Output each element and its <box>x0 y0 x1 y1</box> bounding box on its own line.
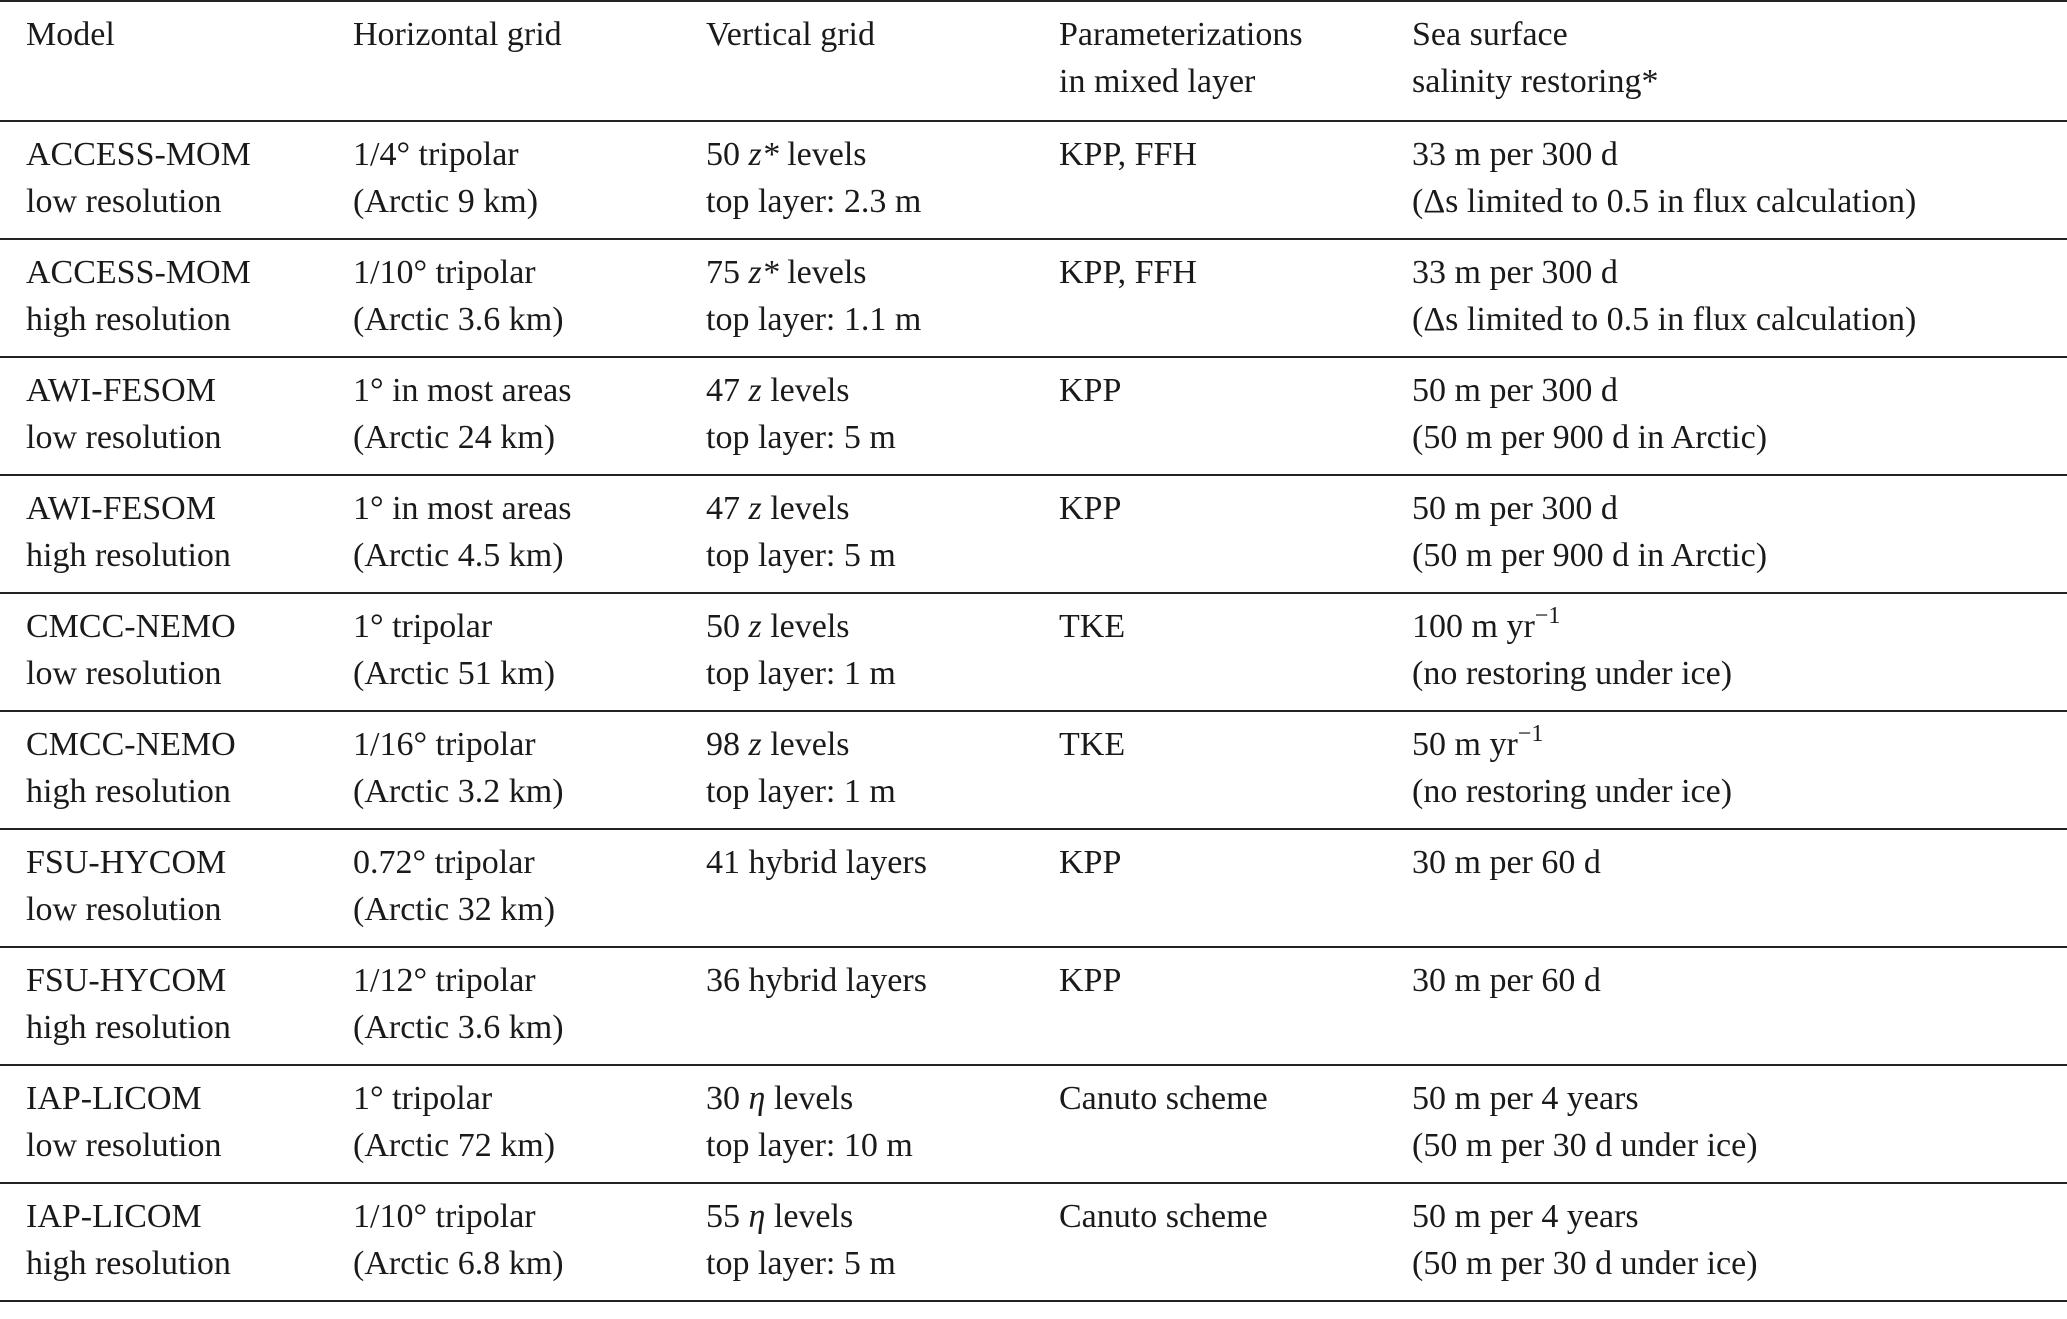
parameterization-value: KPP <box>1059 490 1122 527</box>
salinity-restoring-note: (50 m per 30 d under ice) <box>1412 1245 1758 1282</box>
model-cell <box>0 239 353 357</box>
horizontal-grid-cell <box>353 1065 706 1183</box>
model-resolution: low resolution <box>26 183 222 220</box>
vertical-level-count: 55 <box>706 1198 740 1235</box>
vertical-grid-cell <box>706 121 1059 239</box>
model-resolution: low resolution <box>26 655 222 692</box>
salinity-restoring-note: (50 m per 900 d in Arctic) <box>1412 537 1768 574</box>
vertical-grid-spec <box>706 485 1059 532</box>
table-row <box>0 593 2067 711</box>
horizontal-grid-arctic: (Arctic 6.8 km) <box>353 1245 564 1282</box>
horizontal-grid-spec: 1/12° tripolar <box>353 962 536 999</box>
salinity-rate-exponent: −1 <box>1534 602 1561 629</box>
vertical-grid-spec <box>706 1075 1059 1122</box>
model-name: IAP-LICOM <box>26 1198 202 1235</box>
vertical-level-count: 50 <box>706 136 740 173</box>
vertical-level-word: levels <box>770 372 850 409</box>
salinity-restoring-rate: 30 m per 60 d <box>1412 962 1601 999</box>
vertical-grid-spec <box>706 131 1059 178</box>
header-row <box>0 1 2067 121</box>
horizontal-grid-cell <box>353 947 706 1065</box>
parameterization-cell <box>1059 121 1412 239</box>
vertical-level-word: levels <box>787 136 867 173</box>
parameterization-value: Canuto scheme <box>1059 1080 1268 1117</box>
salinity-restoring-rate: 50 m per 300 d <box>1412 490 1618 527</box>
salinity-rate-base: 50 m yr <box>1412 726 1518 763</box>
salinity-restoring-rate: 50 m per 4 years <box>1412 1080 1639 1117</box>
salinity-restoring-cell <box>1412 711 2067 829</box>
vertical-top-layer: top layer: 1 m <box>706 773 896 810</box>
vertical-level-count: 47 <box>706 372 740 409</box>
model-resolution: high resolution <box>26 537 231 574</box>
vertical-grid-cell <box>706 239 1059 357</box>
vertical-level-word: levels <box>773 1080 854 1117</box>
parameterization-cell <box>1059 239 1412 357</box>
vertical-grid-spec: 36 hybrid layers <box>706 962 927 999</box>
salinity-restoring-rate <box>1412 721 2067 768</box>
salinity-restoring-cell <box>1412 593 2067 711</box>
model-cell <box>0 121 353 239</box>
horizontal-grid-cell <box>353 829 706 947</box>
vertical-coordinate-symbol: z <box>748 490 762 527</box>
model-resolution: high resolution <box>26 301 231 338</box>
vertical-level-word: levels <box>773 1198 854 1235</box>
salinity-rate-base: 100 m yr <box>1412 608 1535 645</box>
salinity-restoring-cell <box>1412 1065 2067 1183</box>
table-row <box>0 829 2067 947</box>
salinity-restoring-cell <box>1412 121 2067 239</box>
model-cell <box>0 1183 353 1301</box>
model-cell <box>0 593 353 711</box>
vertical-level-count: 30 <box>706 1080 740 1117</box>
horizontal-grid-arctic: (Arctic 4.5 km) <box>353 537 564 574</box>
header-salinity-restoring: Sea surface salinity restoring* <box>1412 16 1659 100</box>
vertical-level-count: 75 <box>706 254 740 291</box>
horizontal-grid-arctic: (Arctic 3.2 km) <box>353 773 564 810</box>
model-cell <box>0 475 353 593</box>
vertical-level-count: 50 <box>706 608 740 645</box>
table-row <box>0 1183 2067 1301</box>
horizontal-grid-cell <box>353 121 706 239</box>
model-cell <box>0 711 353 829</box>
model-resolution: high resolution <box>26 773 231 810</box>
vertical-coordinate-symbol: z* <box>748 136 779 173</box>
horizontal-grid-spec: 1/10° tripolar <box>353 1198 536 1235</box>
salinity-restoring-cell <box>1412 475 2067 593</box>
parameterization-cell <box>1059 1183 1412 1301</box>
vertical-grid-cell <box>706 357 1059 475</box>
parameterization-value: KPP <box>1059 844 1122 881</box>
vertical-top-layer: top layer: 5 m <box>706 419 896 456</box>
model-resolution: low resolution <box>26 891 222 928</box>
vertical-grid-cell <box>706 593 1059 711</box>
table-row <box>0 239 2067 357</box>
parameterization-value: Canuto scheme <box>1059 1198 1268 1235</box>
model-name: FSU-HYCOM <box>26 962 227 999</box>
model-cell <box>0 829 353 947</box>
model-name: ACCESS-MOM <box>26 254 251 291</box>
salinity-restoring-cell <box>1412 829 2067 947</box>
salinity-restoring-note: (no restoring under ice) <box>1412 773 1733 810</box>
parameterization-value: TKE <box>1059 608 1126 645</box>
model-cell <box>0 357 353 475</box>
horizontal-grid-spec: 1/4° tripolar <box>353 136 519 173</box>
salinity-restoring-note: (Δs limited to 0.5 in flux calculation) <box>1412 301 1917 338</box>
parameterization-value: KPP <box>1059 962 1122 999</box>
parameterization-cell <box>1059 593 1412 711</box>
horizontal-grid-arctic: (Arctic 9 km) <box>353 183 539 220</box>
horizontal-grid-cell <box>353 475 706 593</box>
parameterization-cell <box>1059 947 1412 1065</box>
parameterization-cell <box>1059 711 1412 829</box>
horizontal-grid-cell <box>353 357 706 475</box>
model-resolution: low resolution <box>26 1127 222 1164</box>
model-name: IAP-LICOM <box>26 1080 202 1117</box>
model-resolution: high resolution <box>26 1245 231 1282</box>
vertical-grid-cell <box>706 829 1059 947</box>
header-horizontal-grid: Horizontal grid <box>353 16 562 53</box>
salinity-restoring-rate: 33 m per 300 d <box>1412 254 1618 291</box>
vertical-coordinate-symbol: z <box>748 372 762 409</box>
salinity-restoring-cell <box>1412 239 2067 357</box>
vertical-level-word: levels <box>770 608 850 645</box>
horizontal-grid-spec: 1° tripolar <box>353 608 493 645</box>
salinity-restoring-note: (50 m per 900 d in Arctic) <box>1412 419 1768 456</box>
model-name: ACCESS-MOM <box>26 136 251 173</box>
model-name: FSU-HYCOM <box>26 844 227 881</box>
vertical-grid-cell <box>706 1183 1059 1301</box>
horizontal-grid-spec: 1° in most areas <box>353 372 572 409</box>
horizontal-grid-cell <box>353 711 706 829</box>
salinity-restoring-rate: 50 m per 4 years <box>1412 1198 1639 1235</box>
table-row <box>0 1065 2067 1183</box>
vertical-coordinate-symbol: η <box>748 1080 766 1117</box>
salinity-restoring-rate: 30 m per 60 d <box>1412 844 1601 881</box>
vertical-grid-spec: 41 hybrid layers <box>706 844 927 881</box>
table-row <box>0 121 2067 239</box>
horizontal-grid-spec: 1/16° tripolar <box>353 726 536 763</box>
vertical-level-word: levels <box>770 490 850 527</box>
model-name: CMCC-NEMO <box>26 608 236 645</box>
salinity-restoring-rate: 33 m per 300 d <box>1412 136 1618 173</box>
vertical-level-count: 47 <box>706 490 740 527</box>
horizontal-grid-arctic: (Arctic 3.6 km) <box>353 301 564 338</box>
table-row <box>0 947 2067 1065</box>
vertical-level-count: 98 <box>706 726 740 763</box>
vertical-grid-cell <box>706 1065 1059 1183</box>
salinity-restoring-note: (Δs limited to 0.5 in flux calculation) <box>1412 183 1917 220</box>
parameterization-cell <box>1059 1065 1412 1183</box>
salinity-restoring-note: (50 m per 30 d under ice) <box>1412 1127 1758 1164</box>
horizontal-grid-spec: 1° tripolar <box>353 1080 493 1117</box>
vertical-grid-spec <box>706 1193 1059 1240</box>
horizontal-grid-arctic: (Arctic 24 km) <box>353 419 556 456</box>
header-parameterizations: Parameterizations in mixed layer <box>1059 16 1303 100</box>
horizontal-grid-arctic: (Arctic 72 km) <box>353 1127 556 1164</box>
vertical-grid-spec <box>706 367 1059 414</box>
vertical-grid-cell <box>706 711 1059 829</box>
vertical-top-layer: top layer: 1.1 m <box>706 301 922 338</box>
model-name: AWI-FESOM <box>26 490 216 527</box>
table-row <box>0 357 2067 475</box>
vertical-level-word: levels <box>770 726 850 763</box>
horizontal-grid-arctic: (Arctic 32 km) <box>353 891 556 928</box>
salinity-restoring-cell <box>1412 357 2067 475</box>
table-row <box>0 475 2067 593</box>
vertical-top-layer: top layer: 1 m <box>706 655 896 692</box>
salinity-restoring-cell <box>1412 1183 2067 1301</box>
model-name: CMCC-NEMO <box>26 726 236 763</box>
vertical-coordinate-symbol: z <box>748 726 762 763</box>
header-vertical-grid: Vertical grid <box>706 16 875 53</box>
parameterization-cell <box>1059 829 1412 947</box>
horizontal-grid-cell <box>353 593 706 711</box>
vertical-grid-spec <box>706 603 1059 650</box>
vertical-grid-cell <box>706 947 1059 1065</box>
parameterization-cell <box>1059 475 1412 593</box>
table-row <box>0 711 2067 829</box>
vertical-coordinate-symbol: η <box>748 1198 766 1235</box>
vertical-top-layer: top layer: 5 m <box>706 1245 896 1282</box>
vertical-grid-cell <box>706 475 1059 593</box>
horizontal-grid-spec: 1/10° tripolar <box>353 254 536 291</box>
vertical-grid-spec <box>706 721 1059 768</box>
vertical-top-layer: top layer: 5 m <box>706 537 896 574</box>
salinity-restoring-cell <box>1412 947 2067 1065</box>
vertical-level-word: levels <box>787 254 867 291</box>
model-name: AWI-FESOM <box>26 372 216 409</box>
model-resolution: high resolution <box>26 1009 231 1046</box>
header-model: Model <box>26 16 115 53</box>
horizontal-grid-spec: 0.72° tripolar <box>353 844 535 881</box>
vertical-top-layer: top layer: 10 m <box>706 1127 913 1164</box>
vertical-grid-spec <box>706 249 1059 296</box>
horizontal-grid-arctic: (Arctic 3.6 km) <box>353 1009 564 1046</box>
parameterization-cell <box>1059 357 1412 475</box>
model-resolution: low resolution <box>26 419 222 456</box>
parameterization-value: KPP, FFH <box>1059 254 1197 291</box>
vertical-coordinate-symbol: z <box>748 608 762 645</box>
salinity-restoring-rate: 50 m per 300 d <box>1412 372 1618 409</box>
horizontal-grid-arctic: (Arctic 51 km) <box>353 655 556 692</box>
parameterization-value: KPP, FFH <box>1059 136 1197 173</box>
horizontal-grid-spec: 1° in most areas <box>353 490 572 527</box>
parameterization-value: KPP <box>1059 372 1122 409</box>
parameterization-value: TKE <box>1059 726 1126 763</box>
salinity-rate-exponent: −1 <box>1517 720 1544 747</box>
vertical-coordinate-symbol: z* <box>748 254 779 291</box>
vertical-top-layer: top layer: 2.3 m <box>706 183 922 220</box>
model-cell <box>0 947 353 1065</box>
horizontal-grid-cell <box>353 239 706 357</box>
salinity-restoring-note: (no restoring under ice) <box>1412 655 1733 692</box>
salinity-restoring-rate <box>1412 603 2067 650</box>
model-cell <box>0 1065 353 1183</box>
horizontal-grid-cell <box>353 1183 706 1301</box>
